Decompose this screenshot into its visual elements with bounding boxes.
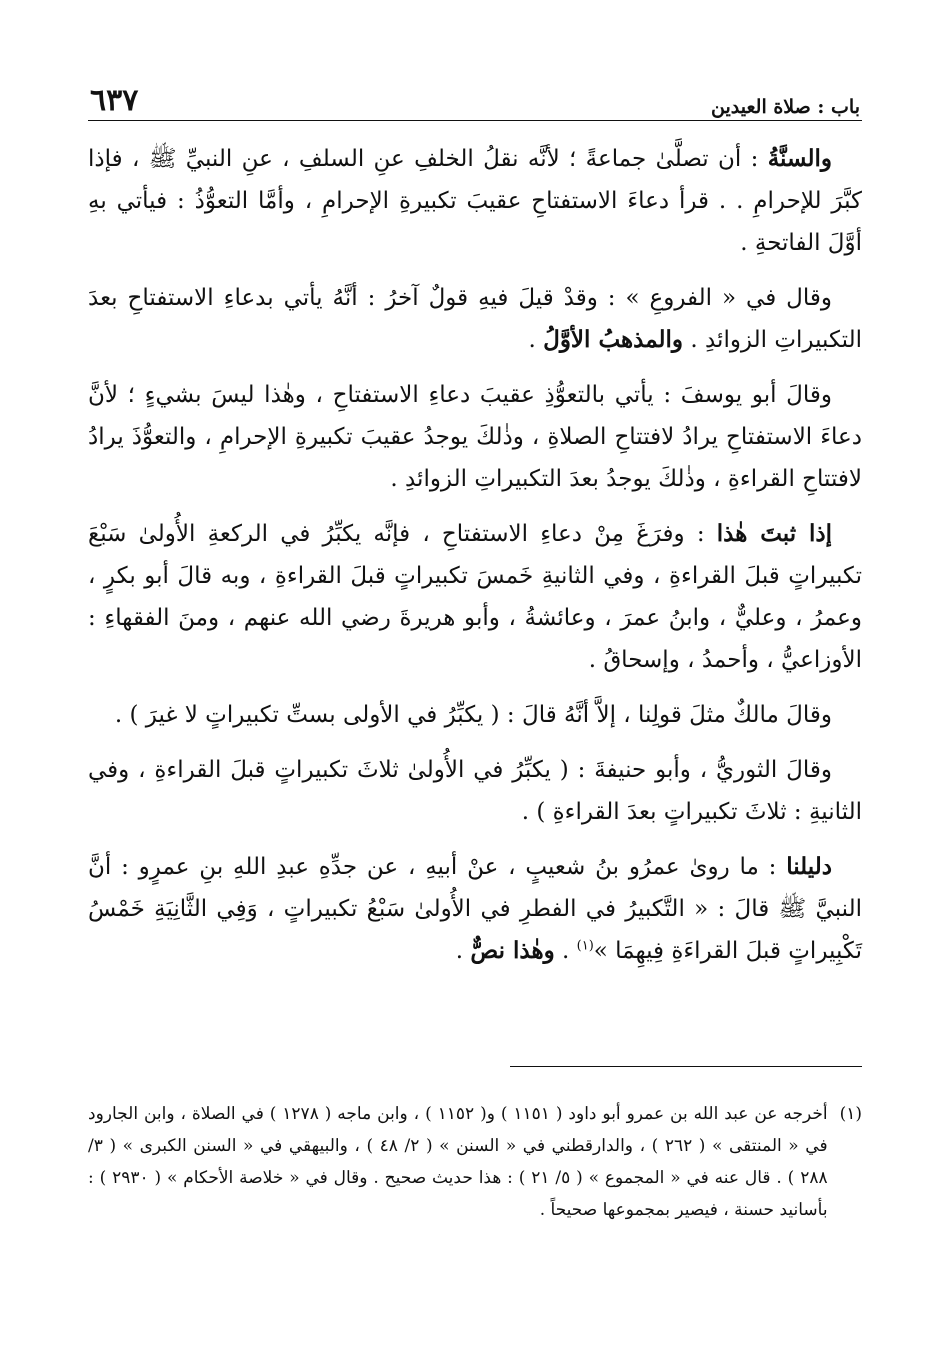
footnote-rule bbox=[510, 1066, 862, 1067]
paragraph-end: . bbox=[455, 938, 471, 964]
main-text bbox=[88, 138, 862, 985]
chapter-title: باب : صلاة العيدين bbox=[711, 96, 860, 118]
footnote-item bbox=[88, 1098, 862, 1226]
paragraph-sunnah bbox=[88, 138, 862, 264]
page-number: ٦٣٧ bbox=[90, 83, 139, 118]
paragraph-text: : أن تصلَّىٰ جماعةً ؛ لأنَّه نقلُ الخلفِ عنِ السلفِ ، عنِ النبيِّ ﷺ ، فإذا كبَّرَ للإحرامِ . . قرأ دعاءَ الاستفتاحِ عقيبَ تكبيرةِ الإحرامِ ، وأمَّا التعوُّذُ : فيأتي بهِ أوَّلَ الفاتحةِ . bbox=[88, 146, 862, 256]
paragraph-emphasis: وهٰذا نصٌّ bbox=[470, 937, 555, 964]
paragraph-furu bbox=[88, 277, 862, 361]
paragraph-text: : وفرَغَ مِنْ دعاءِ الاستفتاحِ ، فإنَّه يكبِّرُ في الركعةِ الأُولىٰ سَبْعَ تكبيراتٍ قبلَ القراءةِ ، وفي الثانيةِ خَمسَ تكبيراتٍ قبلَ القراءةِ ، وبه قالَ أبو بكرٍ ، وعمرُ ، وعليٌّ ، وابنُ عمرَ ، وعائشةُ ، وأبو هريرةَ رضي الله عنهم ، ومنَ الفقهاءِ : الأوزاعيُّ ، وأحمدُ ، وإسحاقُ . bbox=[88, 521, 862, 673]
footnotes bbox=[88, 1098, 862, 1226]
footnote-text: أخرجه عن عبد الله بن عمرو أبو داود ( ١١٥١ ) و( ١١٥٢ ) ، وابن ماجه ( ١٢٧٨ ) في الصلاة ، وابن الجارود في « المنتقى » ( ٢٦٢ ) ، والدارقطني في « السنن » ( ٢/ ٤٨ ) ، والبيهقي في « السنن الكبرى » ( ٣/ ٢٨٨ ) . قال عنه في « المجموع » ( ٥/ ٢١ ) : هذا حديث صحيح . وقال في « خلاصة الأحكام » ( ٢٩٣٠ ) : بأسانيد حسنة ، فيصير بمجموعها صحيحاً . bbox=[88, 1104, 828, 1220]
paragraph-lead: دليلنا bbox=[786, 853, 832, 880]
footnote-reference[interactable]: (١) bbox=[576, 938, 594, 954]
paragraph-takbirat bbox=[88, 513, 862, 681]
footnote-number: (١) bbox=[839, 1104, 862, 1124]
paragraph-tail: . bbox=[554, 938, 577, 964]
running-header bbox=[90, 78, 860, 118]
paragraph-malik bbox=[88, 694, 862, 736]
paragraph-tail: . bbox=[528, 327, 544, 353]
paragraph-lead: إذا ثبتَ هٰذا bbox=[716, 520, 833, 547]
paragraph-thawri bbox=[88, 749, 862, 833]
paragraph-text: : ما روىٰ عمرُو بنُ شعيبٍ ، عنْ أبيهِ ، عن جدِّهِ عبدِ اللهِ بنِ عمرٍو : أنَّ النبيَّ ﷺ قالَ : « التَّكبيرُ في الفطرِ في الأُولىٰ سَبْعُ تكبيراتٍ ، وَفِي الثَّانِيَةِ خَمْسُ تَكْبِيراتٍ قبلَ القراءَةِ فِيهِمَا » bbox=[88, 854, 862, 964]
paragraph-text: وقالَ الثوريُّ ، وأبو حنيفةَ : ( يكبِّرُ في الأُولىٰ ثلاثَ تكبيراتٍ قبلَ القراءةِ ، وفي الثانيةِ : ثلاثَ تكبيراتٍ بعدَ القراءةِ ) . bbox=[88, 757, 862, 825]
header-rule bbox=[88, 120, 862, 121]
paragraph-text: وقالَ مالكٌ مثلَ قولِنا ، إلاَّ أنَّهُ قالَ : ( يكبِّرُ في الأولى بستِّ تكبيراتٍ لا غيرَ ) . bbox=[114, 702, 832, 728]
paragraph-abu-yusuf bbox=[88, 374, 862, 500]
paragraph-emphasis: والمذهبُ الأوَّلُ bbox=[543, 326, 684, 353]
paragraph-text: وقالَ أبو يوسفَ : يأتي بالتعوُّذِ عقيبَ دعاءِ الاستفتاحِ ، وهٰذا ليسَ بشيءٍ ؛ لأنَّ دعاءَ الاستفتاحِ يرادُ لافتتاحِ الصلاةِ ، وذٰلكَ يوجدُ عقيبَ تكبيرةِ الإحرامِ ، والتعوُّذَ يرادُ لافتتاحِ القراءةِ ، وذٰلكَ يوجدُ بعدَ التكبيراتِ الزوائدِ . bbox=[88, 382, 862, 492]
paragraph-evidence bbox=[88, 846, 862, 972]
paragraph-text: وقال في « الفروعِ » : وقدْ قيلَ فيهِ قولٌ آخرُ : أنَّهُ يأتي بدعاءِ الاستفتاحِ بعدَ التكبيراتِ الزوائدِ . bbox=[88, 285, 862, 353]
paragraph-lead: والسنَّةُ bbox=[767, 145, 832, 172]
